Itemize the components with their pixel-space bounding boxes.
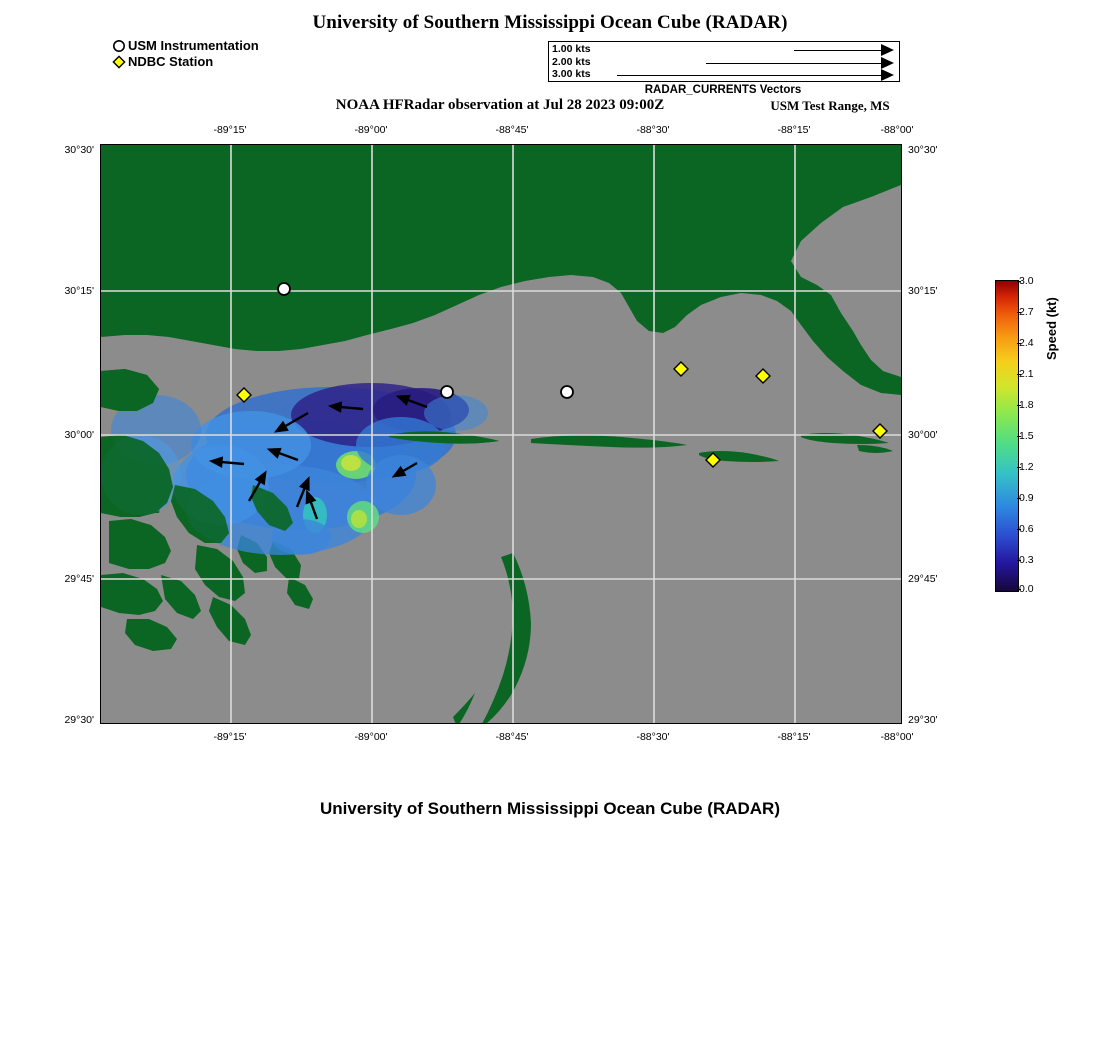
colorbar-tick-5: 1.5 — [1019, 430, 1034, 442]
lon-tick-bottom-5: -88°15' — [777, 731, 811, 743]
map-canvas[interactable] — [100, 144, 902, 724]
colorbar-tick-2: 2.4 — [1019, 337, 1034, 349]
range-title: USM Test Range, MS — [770, 98, 890, 113]
diamond-marker-icon — [110, 55, 128, 69]
circle-marker-icon — [110, 39, 128, 53]
lon-tick-top-4: -88°30' — [636, 124, 670, 136]
colorbar-tick-7: 0.9 — [1019, 492, 1034, 504]
lon-tick-bottom-2: -89°00' — [354, 731, 388, 743]
lon-tick-top-2: -89°00' — [354, 124, 388, 136]
usm-station-2 — [441, 386, 453, 398]
vector-key-caption: RADAR_CURRENTS Vectors — [644, 84, 802, 96]
map-graphic — [101, 145, 901, 723]
lat-tick-left-2: 30°15' — [64, 285, 94, 297]
legend-item-usm — [110, 38, 259, 53]
colorbar-tick-10: 0.0 — [1019, 583, 1034, 595]
lon-tick-bottom-1: -89°15' — [213, 731, 247, 743]
lat-tick-left-4: 29°45' — [64, 573, 94, 585]
legend-item-ndbc — [110, 54, 259, 69]
lat-tick-left-3: 30°00' — [64, 429, 94, 441]
colorbar-title: Speed (kt) — [1044, 297, 1059, 360]
vector-key-line-1 — [794, 50, 882, 51]
lon-tick-top-1: -89°15' — [213, 124, 247, 136]
lat-tick-right-1: 30°30' — [908, 144, 938, 156]
colorbar-tick-4: 1.8 — [1019, 399, 1034, 411]
vector-key-arrow-3 — [881, 69, 894, 81]
vector-key-line-2 — [706, 63, 882, 64]
vector-key-label-3: 3.00 kts — [552, 68, 591, 80]
observation-title: NOAA HFRadar observation at Jul 28 2023 09:00Z — [335, 97, 665, 113]
lat-tick-right-5: 29°30' — [908, 714, 938, 726]
usm-station-1 — [278, 283, 290, 295]
lat-tick-right-2: 30°15' — [908, 285, 938, 297]
lon-tick-top-3: -88°45' — [495, 124, 529, 136]
lon-tick-bottom-4: -88°30' — [636, 731, 670, 743]
vector-key-row-1 — [549, 43, 899, 56]
page-title: University of Southern Mississippi Ocean Cube (RADAR) — [312, 12, 788, 33]
colorbar-tick-6: 1.2 — [1019, 461, 1034, 473]
lat-tick-right-4: 29°45' — [908, 573, 938, 585]
lat-tick-left-1: 30°30' — [64, 144, 94, 156]
colorbar-tick-8: 0.6 — [1019, 523, 1034, 535]
legend-label-usm: USM Instrumentation — [128, 38, 259, 53]
speed-colorbar — [995, 280, 1019, 592]
vector-key-label-1: 1.00 kts — [552, 43, 591, 55]
vector-key-line-3 — [617, 75, 882, 76]
vector-scale-key — [548, 41, 900, 82]
lon-tick-top-5: -88°15' — [777, 124, 811, 136]
colorbar-tick-0: 3.0 — [1019, 275, 1034, 287]
colorbar-tick-1: 2.7 — [1019, 306, 1034, 318]
usm-station-3 — [561, 386, 573, 398]
lon-tick-bottom-6: -88°00' — [880, 731, 914, 743]
lon-tick-bottom-3: -88°45' — [495, 731, 529, 743]
colorbar-tick-3: 2.1 — [1019, 368, 1034, 380]
colorbar-tick-9: 0.3 — [1019, 554, 1034, 566]
legend-label-ndbc: NDBC Station — [128, 54, 214, 69]
lat-tick-right-3: 30°00' — [908, 429, 938, 441]
vector-key-arrow-1 — [881, 44, 894, 56]
bottom-title: University of Southern Mississippi Ocean Cube (RADAR) — [319, 799, 780, 818]
lat-tick-left-5: 29°30' — [64, 714, 94, 726]
vector-key-label-2: 2.00 kts — [552, 56, 591, 68]
lon-tick-top-6: -88°00' — [880, 124, 914, 136]
symbol-legend — [110, 38, 259, 70]
vector-key-row-3 — [549, 68, 899, 81]
